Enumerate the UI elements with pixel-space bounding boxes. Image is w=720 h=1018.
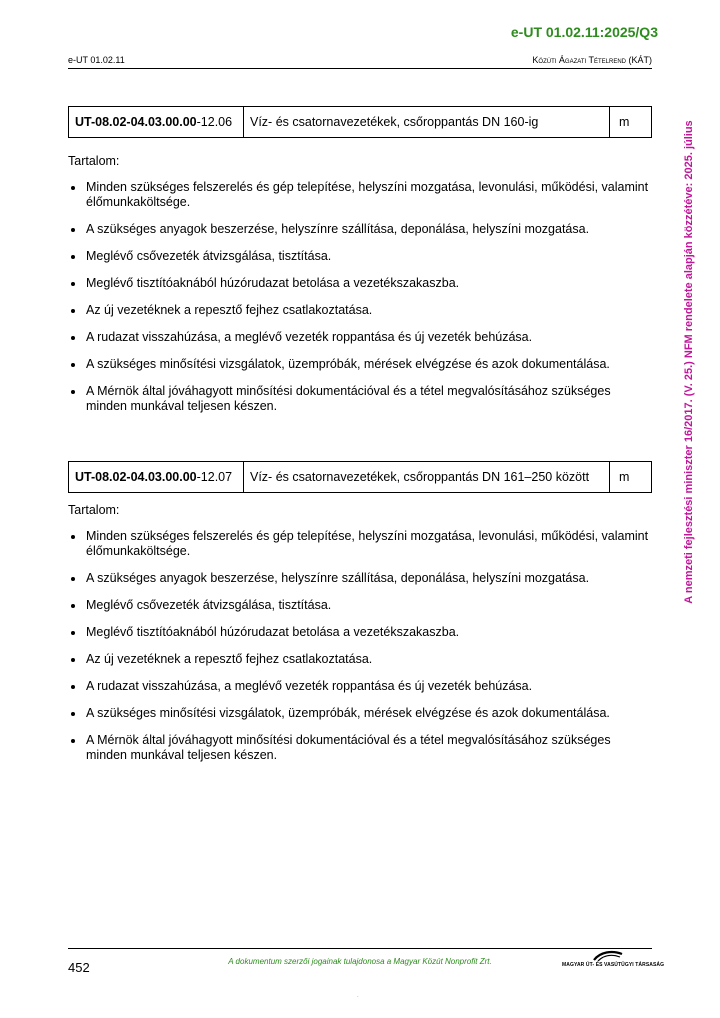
item-code-suffix: -12.07: [196, 470, 233, 484]
list-item: A Mérnök által jóváhagyott minősítési dokumentációval és a tétel megvalósításához szükséges minden munkával teljesen készen.: [68, 733, 652, 763]
item-table: [68, 106, 652, 138]
footer-rule: [68, 948, 652, 949]
list-item: A rudazat visszahúzása, a meglévő vezeték roppantása és új vezeték behúzása.: [68, 330, 652, 345]
list-item: A Mérnök által jóváhagyott minősítési dokumentációval és a tétel megvalósításához szükséges minden munkával teljesen készen.: [68, 384, 652, 414]
page-number: 452: [68, 960, 90, 975]
content-label: Tartalom:: [68, 154, 120, 168]
item-description-cell: Víz- és csatornavezetékek, csőroppantás DN 161–250 között: [244, 462, 610, 492]
item-content: [68, 154, 652, 426]
list-item: Minden szükséges felszerelés és gép telepítése, helyszíni mozgatása, levonulási, működési, valamint élőmunkaköltsége.: [68, 180, 652, 210]
side-note: A nemzeti fejlesztési miniszter 16/2017. (V. 25.) NFM rendelete alapján közzétéve: 2025. július: [683, 120, 695, 604]
list-item: Az új vezetéknek a repesztő fejhez csatlakoztatása.: [68, 652, 652, 667]
item-code-cell: [69, 107, 244, 137]
list-item: A szükséges anyagok beszerzése, helyszínre szállítása, deponálása, helyszíni mozgatása.: [68, 222, 652, 237]
running-header: [68, 54, 652, 69]
item-code-suffix: -12.06: [196, 115, 233, 129]
list-item: Meglévő csővezeték átvizsgálása, tisztítása.: [68, 249, 652, 264]
item-unit-cell: m: [619, 470, 630, 484]
list-item: Az új vezetéknek a repesztő fejhez csatlakoztatása.: [68, 303, 652, 318]
item-table: [68, 461, 652, 493]
running-header-right: Közúti Ágazati Tételrend (KÁT): [532, 55, 652, 65]
list-item: Minden szükséges felszerelés és gép telepítése, helyszíni mozgatása, levonulási, működési, valamint élőmunkaköltsége.: [68, 529, 652, 559]
content-list: [68, 529, 652, 763]
logo-text: MAGYAR ÚT- ÉS VASÚTÜGYI TÁRSASÁG: [562, 962, 665, 968]
running-header-left: e-UT 01.02.11: [68, 55, 125, 65]
list-item: Meglévő tisztítóaknából húzórudazat betolása a vezetékszakaszba.: [68, 276, 652, 291]
list-item: A szükséges minősítési vizsgálatok, üzempróbák, mérések elvégzése és azok dokumentálása.: [68, 706, 652, 721]
item-code-cell: [69, 462, 244, 492]
item-unit-cell: m: [619, 115, 630, 129]
item-code-bold: UT-08.02-04.03.00.00: [75, 115, 197, 129]
list-item: Meglévő csővezeték átvizsgálása, tisztítása.: [68, 598, 652, 613]
item-code-bold: UT-08.02-04.03.00.00: [75, 470, 197, 484]
item-description-cell: Víz- és csatornavezetékek, csőroppantás DN 160-ig: [244, 107, 610, 137]
logo-mark-icon: [592, 950, 624, 962]
list-item: A rudazat visszahúzása, a meglévő vezeték roppantása és új vezeték behúzása.: [68, 679, 652, 694]
tiny-mark: .: [357, 993, 359, 999]
content-list: [68, 180, 652, 414]
doc-code: e-UT 01.02.11:2025/Q3: [510, 24, 658, 40]
list-item: A szükséges minősítési vizsgálatok, üzempróbák, mérések elvégzése és azok dokumentálása.: [68, 357, 652, 372]
list-item: Meglévő tisztítóaknából húzórudazat betolása a vezetékszakaszba.: [68, 625, 652, 640]
list-item: A szükséges anyagok beszerzése, helyszínre szállítása, deponálása, helyszíni mozgatása.: [68, 571, 652, 586]
copyright-notice: A dokumentum szerzői jogainak tulajdonosa a Magyar Közút Nonprofit Zrt.: [228, 957, 492, 966]
logo: [562, 950, 665, 970]
item-content: [68, 503, 652, 775]
content-label: Tartalom:: [68, 503, 120, 517]
